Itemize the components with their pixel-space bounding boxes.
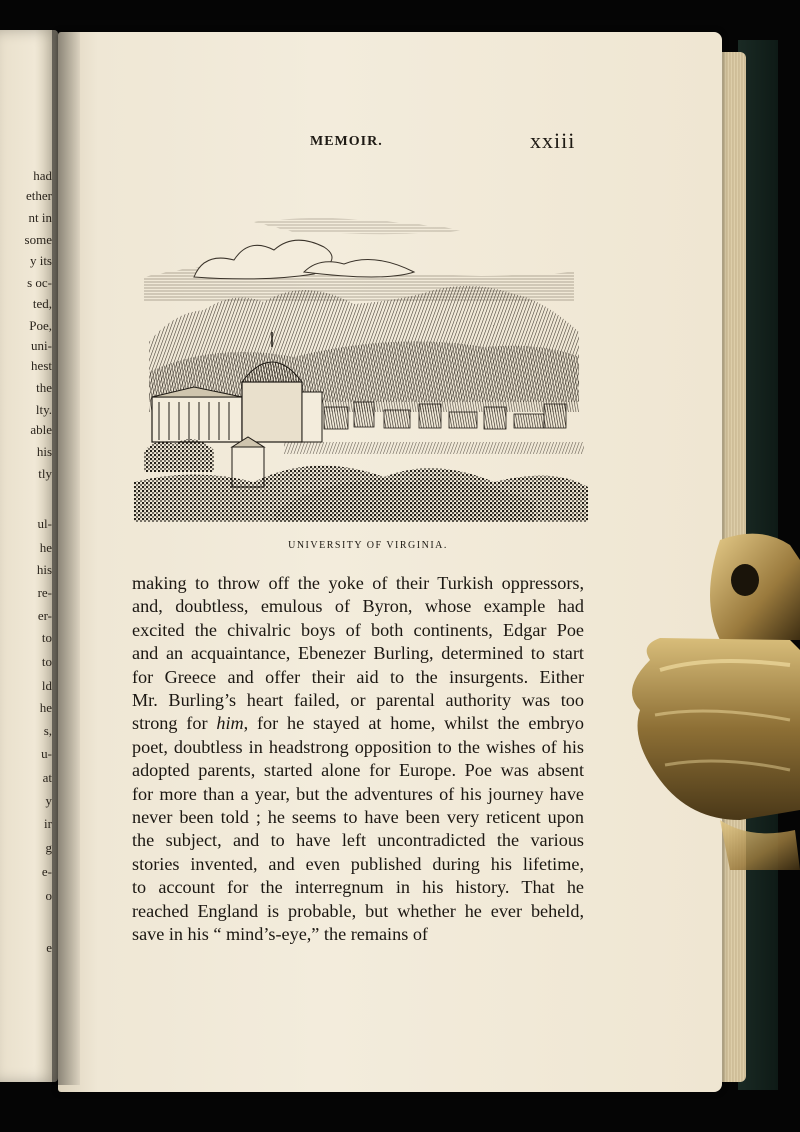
left-page-fragment: o	[45, 888, 52, 903]
university-engraving	[134, 182, 588, 522]
page-number: xxiii	[530, 128, 576, 153]
running-title: MEMOIR.	[310, 134, 383, 149]
left-page-fragment: s,	[43, 723, 52, 738]
left-page-fragment: y its	[29, 253, 52, 268]
body-line: adopted parents, started alone for Europe. Poe was absent	[132, 760, 584, 781]
left-page-fragment: e-	[41, 864, 52, 879]
body-line: poet, doubtless in headstrong opposition to the wishes of his	[132, 736, 584, 757]
body-line: Mr. Burling’s heart failed, or parental authority was too	[132, 690, 584, 711]
body-line: for Greece and offer their aid to the insurgents. Either	[132, 666, 584, 687]
left-page-fragment: had	[33, 168, 52, 183]
left-page-fragment: at	[42, 770, 52, 785]
body-line: to account for the interregnum in his history. That he	[132, 877, 584, 898]
left-page-fragment: some	[24, 232, 52, 247]
left-page-fragment: hest	[31, 358, 52, 373]
body-line: excited the chivalric boys of both continents, Edgar Poe	[132, 619, 584, 640]
body-line: and, doubtless, emulous of Byron, whose example had	[132, 596, 584, 617]
caption-text: UNIVERSITY OF VIRGINIA.	[288, 540, 448, 551]
body-line: and an acquaintance, Ebenezer Burling, determined to start	[132, 643, 584, 664]
left-page-fragment: to	[41, 630, 52, 645]
body-line: strong for him, for he stayed at home, whilst the embryo	[132, 713, 584, 734]
left-page-fragment: ul-	[37, 516, 52, 531]
left-page-fragment: uni-	[31, 338, 52, 353]
left-facing-page	[0, 30, 58, 1082]
body-text	[132, 572, 584, 947]
left-page-fragment: to	[41, 654, 52, 669]
gutter-shadow	[52, 30, 80, 1085]
left-page-fragment: Poe,	[29, 318, 52, 333]
body-line: stories invented, and even published during his lifetime,	[132, 853, 584, 874]
body-line: never been told ; he seems to have been very reticent upon	[132, 807, 584, 828]
left-page-fragment: g	[45, 840, 52, 855]
left-page-fragment: er-	[37, 608, 52, 623]
left-page-fragment: re-	[37, 585, 52, 600]
left-page-fragment: s oc-	[27, 275, 52, 290]
left-page-fragment: ld	[41, 678, 52, 693]
body-line: reached England is probable, but whether he ever beheld,	[132, 900, 584, 921]
left-page-fragment: lty.	[35, 402, 52, 417]
left-page-fragment: ir	[44, 816, 52, 831]
body-line: save in his “ mind’s-eye,” the remains of	[132, 924, 428, 945]
body-line: for more than a year, but the adventures of his journey have	[132, 783, 584, 804]
left-page-fragment: u-	[41, 746, 52, 761]
brass-clasp	[620, 520, 800, 880]
left-page-fragment: ether	[26, 188, 52, 203]
left-page-fragment: nt in	[28, 210, 52, 225]
left-page-fragment: able	[30, 422, 52, 437]
left-page-fragment: the	[36, 380, 52, 395]
body-line: making to throw off the yoke of their Turkish oppressors,	[132, 573, 584, 593]
left-page-fragment: he	[39, 540, 52, 555]
left-page-fragment: he	[39, 700, 52, 715]
body-line: the subject, and to have left uncontradicted the various	[132, 830, 584, 851]
left-page-fragment: his	[36, 562, 52, 577]
left-page-fragment: y	[45, 793, 52, 808]
left-page-fragment: his	[36, 444, 52, 459]
left-page-fragment: ted,	[32, 296, 52, 311]
left-page-fragment: e	[46, 940, 52, 955]
left-page-fragment: tly	[38, 466, 52, 481]
